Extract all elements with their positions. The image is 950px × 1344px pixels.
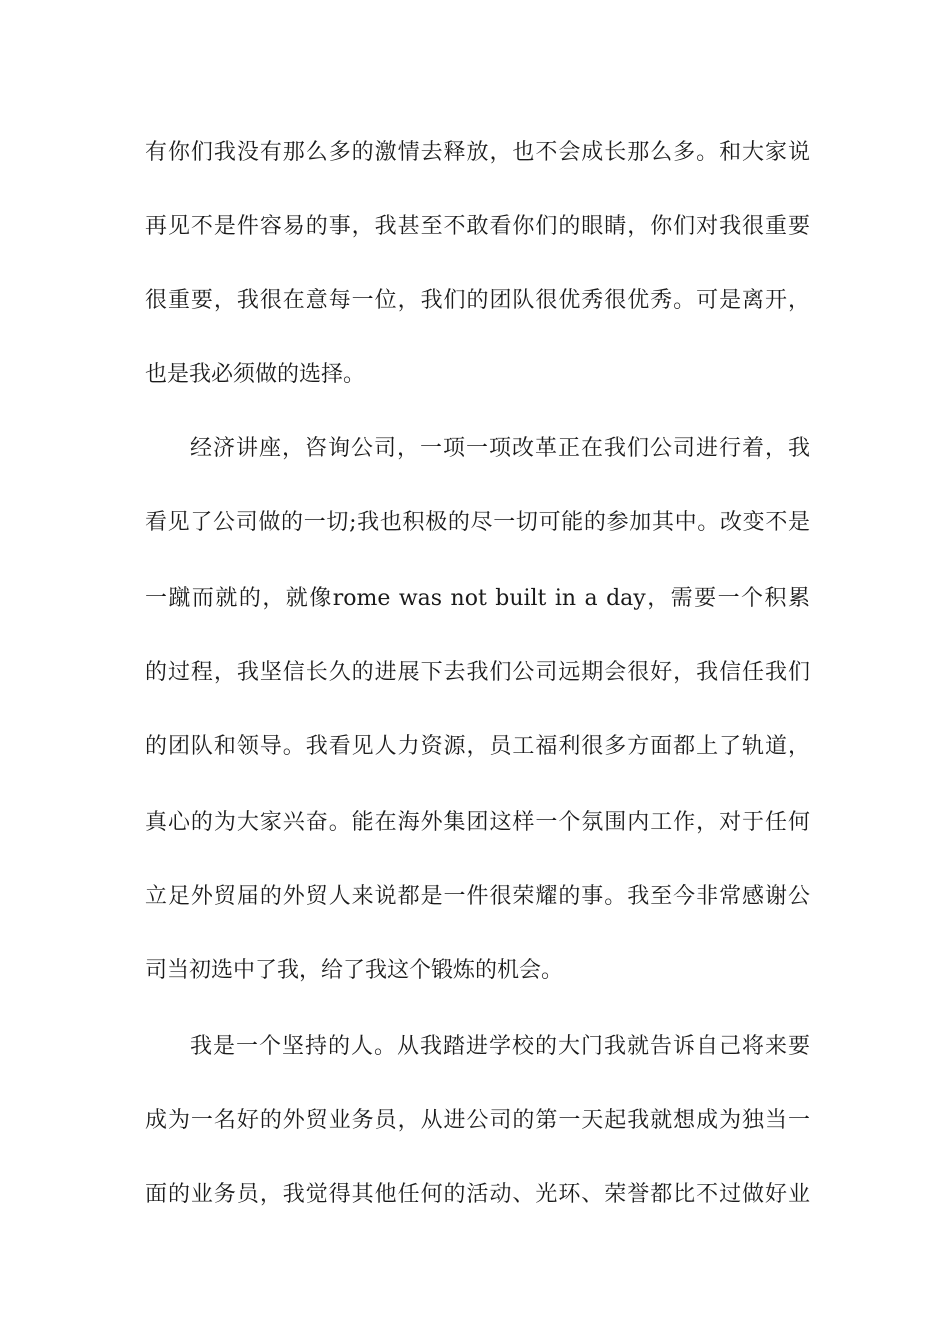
text-line: 再见不是件容易的事，我甚至不敢看你们的眼睛，你们对我很重要 bbox=[145, 214, 810, 239]
text-line: 的团队和领导。我看见人力资源，员工福利很多方面都上了轨道， bbox=[145, 734, 810, 759]
text-line: 经济讲座，咨询公司，一项一项改革正在我们公司进行着，我 bbox=[190, 436, 810, 461]
text-line: 也是我必须做的选择。 bbox=[145, 362, 366, 387]
text-line: 看见了公司做的一切;我也积极的尽一切可能的参加其中。改变不是 bbox=[145, 510, 810, 535]
text-line: 一蹴而就的，就像rome was not built in a day，需要一个积累 bbox=[145, 586, 810, 611]
text-line: 有你们我没有那么多的激情去释放，也不会成长那么多。和大家说 bbox=[145, 140, 810, 165]
text-line: 我是一个坚持的人。从我踏进学校的大门我就告诉自己将来要 bbox=[190, 1034, 810, 1059]
text-line: 立足外贸届的外贸人来说都是一件很荣耀的事。我至今非常感谢公 bbox=[145, 884, 810, 909]
text-line: 真心的为大家兴奋。能在海外集团这样一个氛围内工作，对于任何 bbox=[145, 810, 810, 835]
text-line: 面的业务员，我觉得其他任何的活动、光环、荣誉都比不过做好业 bbox=[145, 1182, 810, 1207]
text-line: 很重要，我很在意每一位，我们的团队很优秀很优秀。可是离开， bbox=[145, 288, 810, 313]
text-line: 的过程，我坚信长久的进展下去我们公司远期会很好，我信任我们 bbox=[145, 660, 810, 685]
text-line: 成为一名好的外贸业务员，从进公司的第一天起我就想成为独当一 bbox=[145, 1108, 810, 1133]
text-line: 司当初选中了我，给了我这个锻炼的机会。 bbox=[145, 958, 564, 983]
